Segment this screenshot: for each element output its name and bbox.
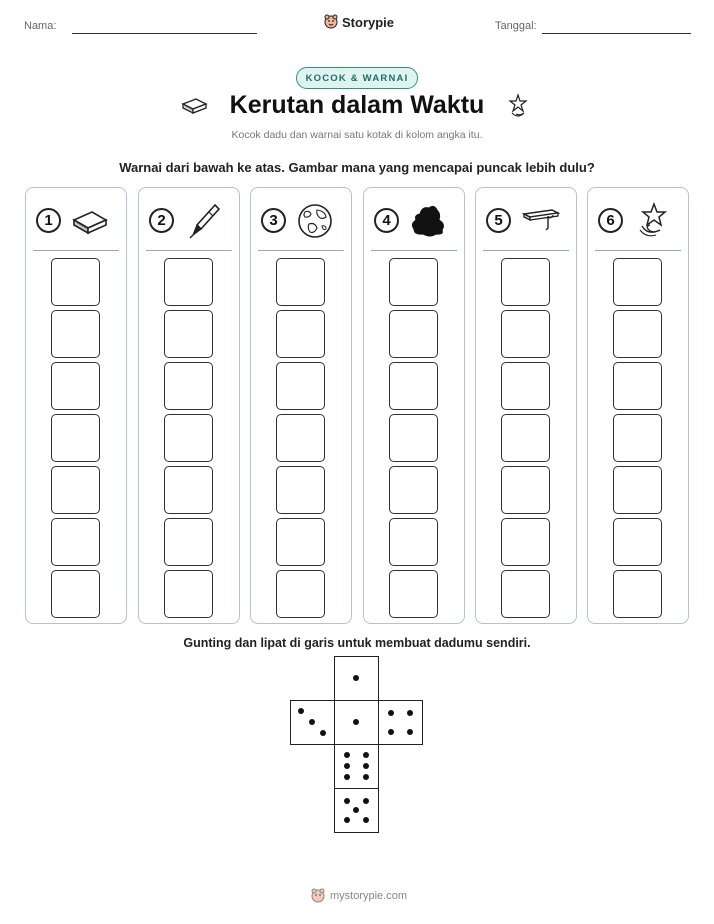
- die-face-5: [334, 788, 379, 833]
- color-box[interactable]: [613, 518, 662, 566]
- activity-badge: KOCOK & WARNAI: [296, 67, 418, 89]
- color-box[interactable]: [51, 310, 100, 358]
- color-box[interactable]: [501, 466, 550, 514]
- pip: [363, 752, 369, 758]
- color-box[interactable]: [613, 310, 662, 358]
- column-number: 1: [36, 208, 61, 233]
- date-line: [542, 33, 691, 34]
- color-box[interactable]: [501, 518, 550, 566]
- fountain-pen-icon: [183, 202, 223, 240]
- die-face-1: [334, 700, 379, 745]
- column-6: [587, 187, 689, 624]
- ink-blot-icon: [408, 202, 448, 240]
- color-box[interactable]: [51, 570, 100, 618]
- column-divider: [258, 250, 344, 251]
- pip: [344, 763, 350, 769]
- pip: [363, 774, 369, 780]
- color-box[interactable]: [276, 258, 325, 306]
- name-line: [72, 33, 257, 34]
- brand-logo: [323, 13, 394, 31]
- column-number: 3: [261, 208, 286, 233]
- shooting-star-icon: [506, 93, 530, 119]
- brand-name: Storypie: [342, 14, 395, 30]
- pip: [363, 817, 369, 823]
- column-3: [250, 187, 352, 624]
- color-box[interactable]: [501, 310, 550, 358]
- color-box[interactable]: [613, 466, 662, 514]
- color-box[interactable]: [164, 310, 213, 358]
- pip: [344, 817, 350, 823]
- pip: [388, 710, 394, 716]
- column-divider: [33, 250, 119, 251]
- color-box[interactable]: [613, 258, 662, 306]
- color-box[interactable]: [613, 414, 662, 462]
- footer-url[interactable]: mystorypie.com: [330, 890, 408, 902]
- column-1: [25, 187, 127, 624]
- color-box[interactable]: [276, 518, 325, 566]
- shelf-icon: [520, 202, 560, 240]
- pip: [344, 798, 350, 804]
- color-box[interactable]: [164, 570, 213, 618]
- color-box[interactable]: [389, 258, 438, 306]
- color-box[interactable]: [51, 466, 100, 514]
- column-number: 5: [486, 208, 511, 233]
- color-box[interactable]: [164, 258, 213, 306]
- subtitle: Kocok dadu dan warnai satu kotak di kolom angka itu.: [231, 129, 483, 141]
- name-label: Nama:: [24, 20, 57, 32]
- column-divider: [371, 250, 457, 251]
- color-box[interactable]: [389, 570, 438, 618]
- color-box[interactable]: [501, 258, 550, 306]
- pip: [320, 730, 326, 736]
- page-title: Kerutan dalam Waktu: [229, 91, 485, 119]
- color-box[interactable]: [276, 414, 325, 462]
- color-box[interactable]: [613, 570, 662, 618]
- die-face-1: [334, 656, 379, 701]
- color-box[interactable]: [501, 570, 550, 618]
- color-box[interactable]: [389, 518, 438, 566]
- column-4: [363, 187, 465, 624]
- color-box[interactable]: [276, 570, 325, 618]
- color-box[interactable]: [51, 518, 100, 566]
- color-box[interactable]: [501, 414, 550, 462]
- pip: [353, 675, 359, 681]
- pip: [407, 729, 413, 735]
- pip: [344, 774, 350, 780]
- color-box[interactable]: [276, 362, 325, 410]
- color-box[interactable]: [389, 466, 438, 514]
- die-face-3: [290, 700, 335, 745]
- pip: [344, 752, 350, 758]
- color-box[interactable]: [276, 310, 325, 358]
- storypie-mascot-icon: [323, 13, 339, 31]
- pip: [363, 798, 369, 804]
- column-number: 4: [374, 208, 399, 233]
- color-box[interactable]: [164, 518, 213, 566]
- color-box[interactable]: [389, 362, 438, 410]
- shooting-star-icon: [632, 202, 672, 240]
- pip: [309, 719, 315, 725]
- color-box[interactable]: [389, 310, 438, 358]
- column-divider: [595, 250, 681, 251]
- color-box[interactable]: [164, 414, 213, 462]
- pip: [298, 708, 304, 714]
- pip: [353, 807, 359, 813]
- pip: [407, 710, 413, 716]
- color-box[interactable]: [51, 258, 100, 306]
- footer: [310, 887, 407, 905]
- column-divider: [146, 250, 232, 251]
- instruction-text: Warnai dari bawah ke atas. Gambar mana yang mencapai puncak lebih dulu?: [119, 160, 595, 175]
- globe-icon: [295, 202, 335, 240]
- color-box[interactable]: [51, 414, 100, 462]
- color-box[interactable]: [276, 466, 325, 514]
- pip: [363, 763, 369, 769]
- color-box[interactable]: [51, 362, 100, 410]
- cut-instruction: Gunting dan lipat di garis untuk membuat dadumu sendiri.: [183, 636, 531, 650]
- column-5: [475, 187, 577, 624]
- color-box[interactable]: [164, 362, 213, 410]
- pip: [388, 729, 394, 735]
- column-number: 2: [149, 208, 174, 233]
- color-box[interactable]: [164, 466, 213, 514]
- die-face-4: [378, 700, 423, 745]
- color-box[interactable]: [389, 414, 438, 462]
- color-box[interactable]: [613, 362, 662, 410]
- pip: [353, 719, 359, 725]
- column-divider: [483, 250, 569, 251]
- storypie-mascot-icon: [310, 887, 326, 905]
- column-number: 6: [598, 208, 623, 233]
- book-icon: [70, 202, 110, 240]
- date-label: Tanggal:: [495, 20, 537, 32]
- color-box[interactable]: [501, 362, 550, 410]
- column-2: [138, 187, 240, 624]
- die-face-6: [334, 744, 379, 789]
